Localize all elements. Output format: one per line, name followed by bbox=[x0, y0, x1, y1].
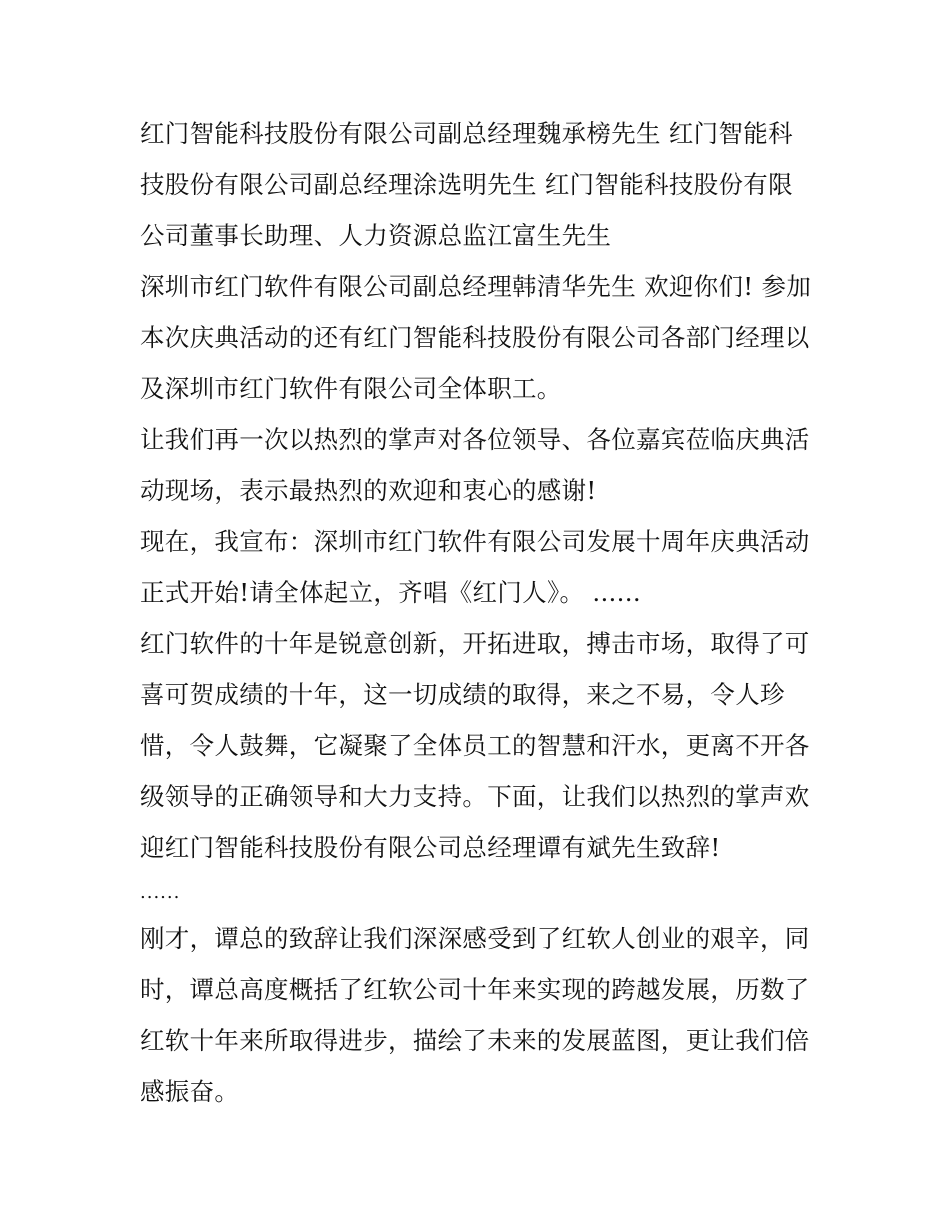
ellipsis-separator: ...... bbox=[140, 882, 181, 903]
paragraph-guest-list: 红门智能科技股份有限公司副总经理魏承榜先生 红门智能科技股份有限公司副总经理涂选明先生 红门智能科技股份有限公司董事长助理、人力资源总监江富生先生 bbox=[140, 119, 793, 250]
document-body bbox=[140, 108, 812, 1117]
paragraph-applause: 让我们再一次以热烈的掌声对各位领导、各位嘉宾莅临庆典活动现场，表示最热烈的欢迎和衷心的感谢! bbox=[140, 425, 810, 505]
paragraph-welcome: 深圳市红门软件有限公司副总经理韩清华先生 欢迎你们! 参加本次庆典活动的还有红门智能科技股份有限公司各部门经理以及深圳市红门软件有限公司全体职工。 bbox=[140, 272, 812, 403]
paragraph-closing: 刚才，谭总的致辞让我们深深感受到了红软人创业的艰辛，同时，谭总高度概括了红软公司十年来实现的跨越发展，历数了红软十年来所取得进步，描绘了未来的发展蓝图，更让我们倍感振奋。 bbox=[140, 924, 810, 1106]
paragraph-ten-years: 红门软件的十年是锐意创新，开拓进取，搏击市场，取得了可喜可贺成绩的十年，这一切成绩的取得，来之不易，令人珍惜，令人鼓舞，它凝聚了全体员工的智慧和汗水，更离不开各级领导的正确领导和大力支持。下面，让我们以热烈的掌声欢迎红门智能科技股份有限公司总经理谭有斌先生致辞! bbox=[140, 629, 810, 862]
paragraph-announcement: 现在，我宣布：深圳市红门软件有限公司发展十周年庆典活动正式开始!请全体起立，齐唱《红门人》。 ...... bbox=[140, 527, 810, 607]
